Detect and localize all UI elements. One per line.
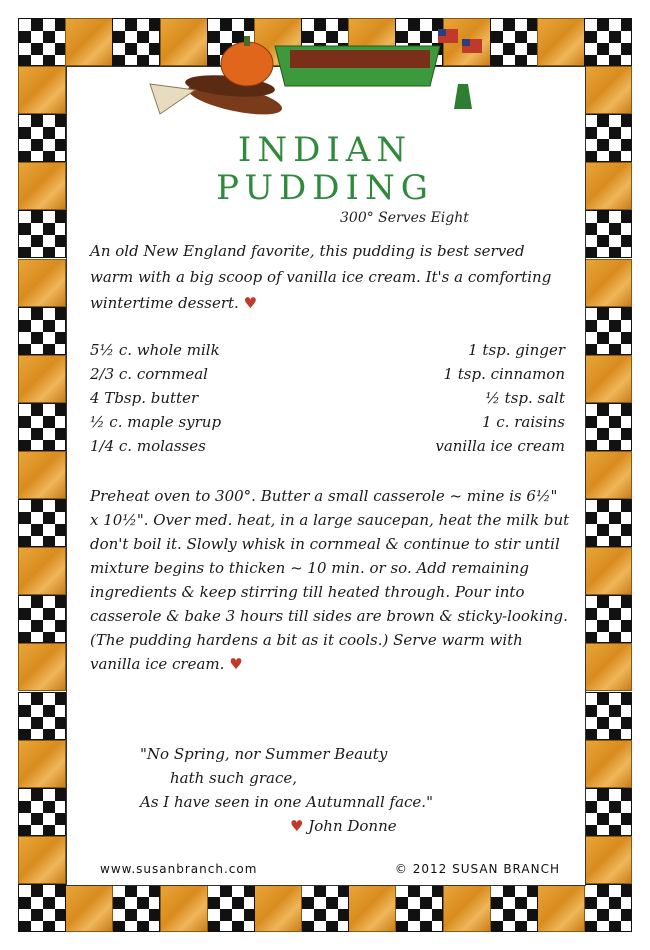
- quote-author: ♥ John Donne: [290, 817, 397, 835]
- border-tile: [301, 884, 349, 932]
- border-tile: [584, 547, 632, 595]
- border-tile: [18, 66, 66, 114]
- border-tile: [18, 210, 66, 258]
- border-tile: [584, 643, 632, 691]
- ingredients-right: [395, 338, 565, 458]
- border-tile: [65, 18, 113, 66]
- border-tile: [65, 884, 113, 932]
- border-tile: [18, 740, 66, 788]
- quote-line: hath such grace,: [170, 769, 298, 787]
- border-tile: [584, 692, 632, 740]
- border-tile: [112, 884, 160, 932]
- ingredient: vanilla ice cream: [435, 437, 565, 455]
- ingredient: 1 tsp. ginger: [468, 341, 565, 359]
- border-tile: [584, 595, 632, 643]
- border-tile: [584, 884, 632, 932]
- border-tile: [584, 451, 632, 499]
- border-tile: [584, 66, 632, 114]
- border-tile: [584, 788, 632, 836]
- ingredient: 1/4 c. molasses: [90, 437, 206, 455]
- recipe-title-line2: PUDDING: [216, 168, 434, 208]
- border-tile: [18, 307, 66, 355]
- border-tile: [490, 884, 538, 932]
- border-tile: [18, 355, 66, 403]
- border-tile: [18, 259, 66, 307]
- border-tile: [584, 499, 632, 547]
- border-tile: [18, 788, 66, 836]
- copyright: © 2012 SUSAN BRANCH: [394, 862, 560, 876]
- border-tile: [584, 836, 632, 884]
- pumpkin-icon: [221, 36, 273, 86]
- quote-block: [140, 742, 540, 838]
- website-link[interactable]: www.susanbranch.com: [100, 862, 258, 876]
- heart-icon: ♥: [229, 655, 243, 673]
- border-tile: [443, 884, 491, 932]
- border-tile: [348, 884, 396, 932]
- border-tile: [18, 643, 66, 691]
- ingredients-left: [90, 338, 310, 458]
- border-tile: [18, 451, 66, 499]
- border-tile: [18, 499, 66, 547]
- recipe-method: Preheat oven to 300°. Butter a small casserole ~ mine is 6½" x 10½". Over med. heat, in a large saucepan, heat the milk but don't boil it. Slowly whisk in cornmeal & continue to stir until mixture begins to thicken ~ 10 min. or so. Add remaining ingredients & keep stirring till heated through. Pour into casserole & bake 3 hours till sides are brown & sticky-looking. (The pudding hardens a bit as it cools.) Serve warm with vanilla ice cream. ♥: [90, 487, 570, 673]
- border-tile: [584, 355, 632, 403]
- ingredient: 2/3 c. cornmeal: [90, 365, 208, 383]
- border-tile: [584, 403, 632, 451]
- heart-icon: ♥: [243, 294, 258, 312]
- casserole-dish-icon: [275, 46, 440, 86]
- flag-vase-icon: [438, 29, 482, 109]
- border-tile: [584, 259, 632, 307]
- border-tile: [537, 884, 585, 932]
- border-tile: [584, 18, 632, 66]
- border-tile: [160, 884, 208, 932]
- border-tile: [18, 547, 66, 595]
- heart-icon: ♥: [290, 817, 304, 835]
- recipe-title-line1: INDIAN: [237, 130, 413, 170]
- ingredient: 1 tsp. cinnamon: [443, 365, 565, 383]
- border-tile: [584, 210, 632, 258]
- border-tile: [254, 884, 302, 932]
- border-tile: [18, 692, 66, 740]
- border-tile: [584, 740, 632, 788]
- border-tile: [18, 884, 66, 932]
- ingredient: ½ tsp. salt: [485, 389, 565, 407]
- ingredient: 5½ c. whole milk: [90, 341, 220, 359]
- border-tile: [18, 595, 66, 643]
- border-tile: [207, 884, 255, 932]
- recipe-intro: An old New England favorite, this pudding is best served warm with a big scoop of vanilla ice cream. It's a comforting wintertime dessert. ♥: [90, 242, 552, 312]
- ingredient: 4 Tbsp. butter: [90, 389, 199, 407]
- ingredient: 1 c. raisins: [481, 413, 565, 431]
- border-tile: [18, 836, 66, 884]
- quote-line: "No Spring, nor Summer Beauty: [140, 745, 388, 763]
- serving-info: 300° Serves Eight: [340, 210, 469, 226]
- harvest-illustration: [140, 24, 510, 134]
- border-tile: [584, 307, 632, 355]
- ingredient: ½ c. maple syrup: [90, 413, 222, 431]
- footer: [100, 862, 560, 876]
- border-tile: [395, 884, 443, 932]
- quote-line: As I have seen in one Autumnall face.": [140, 793, 433, 811]
- border-tile: [537, 18, 585, 66]
- border-tile: [18, 403, 66, 451]
- border-tile: [18, 18, 66, 66]
